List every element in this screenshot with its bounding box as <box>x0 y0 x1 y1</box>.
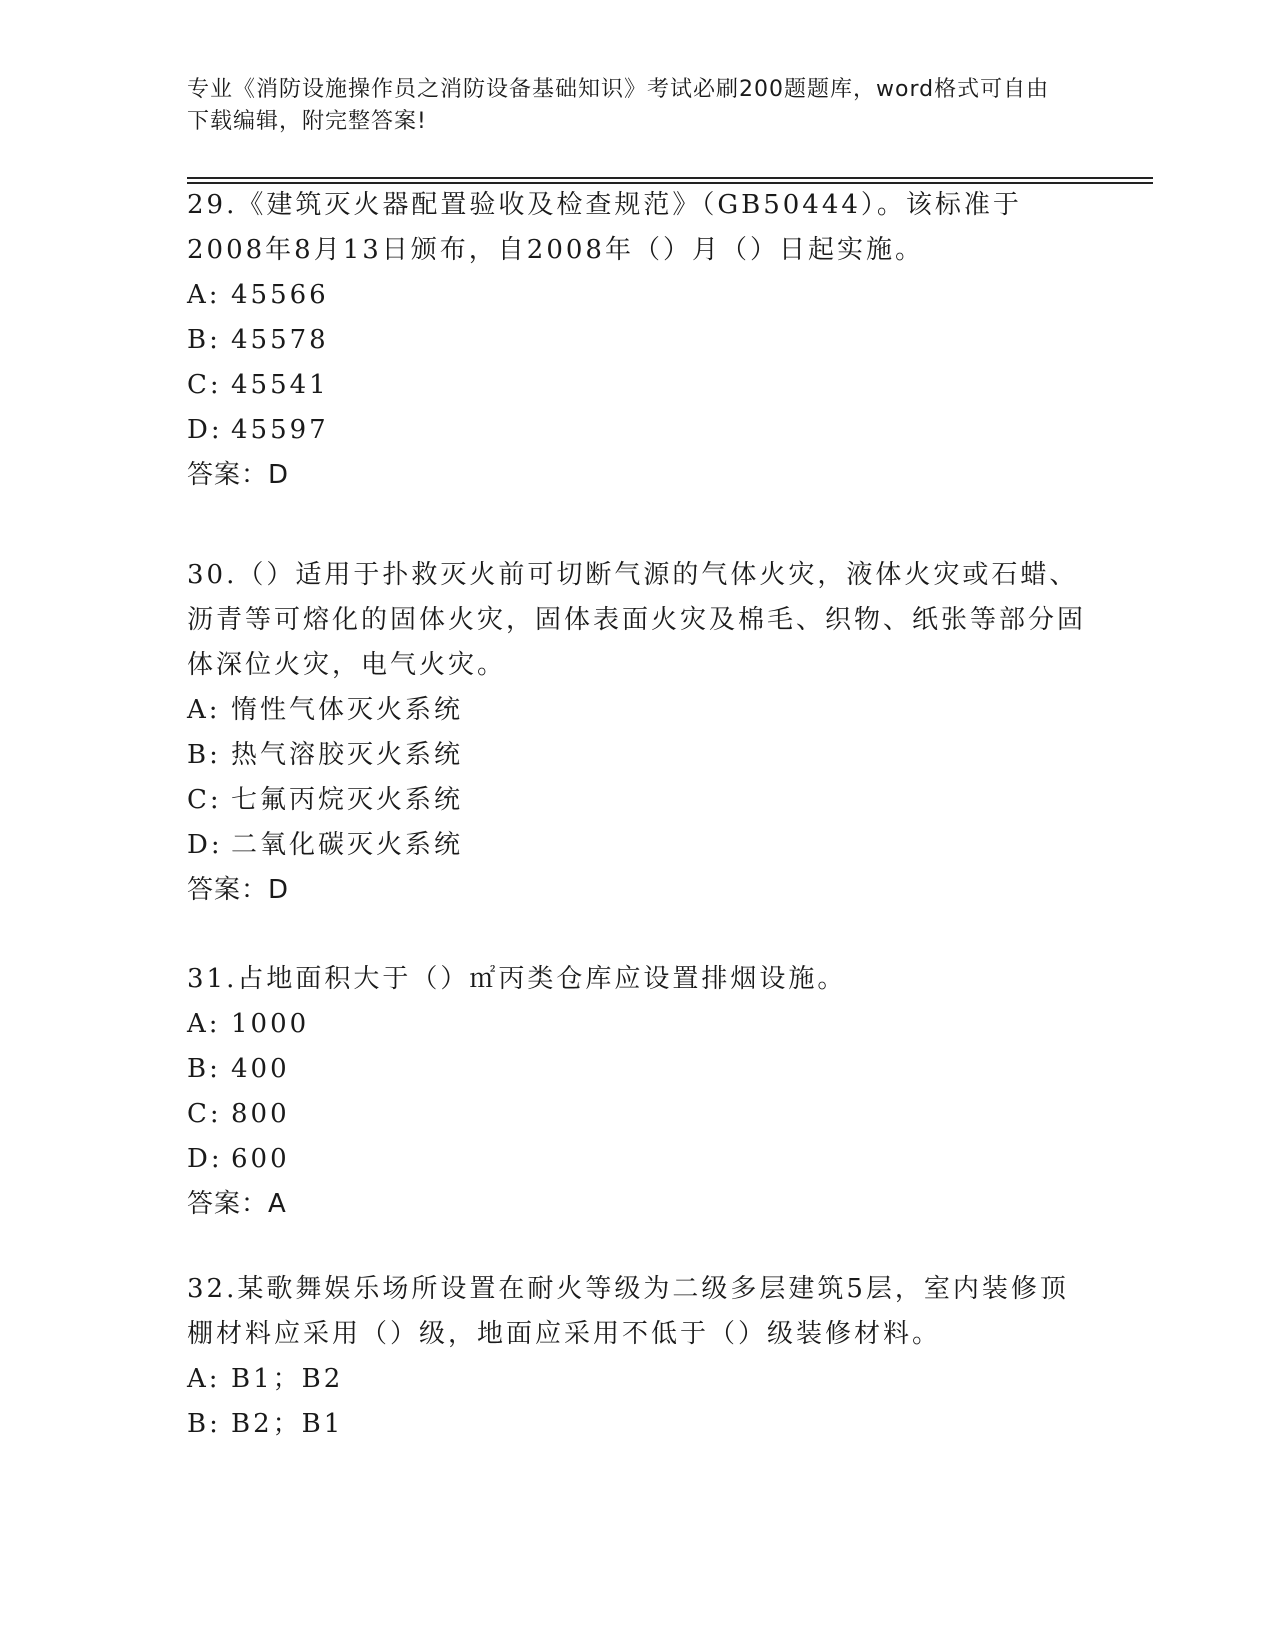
option-letter: A: <box>187 695 221 725</box>
question-31 <box>187 957 1087 1226</box>
option-a <box>187 688 1087 733</box>
option-text: 热气溶胶灭火系统 <box>231 740 464 770</box>
option-letter: C: <box>187 370 222 400</box>
option-b <box>187 733 1087 778</box>
question-29 <box>187 183 1087 497</box>
option-text: 惰性气体灭火系统 <box>231 695 464 725</box>
answer: 答案：D <box>187 460 290 490</box>
option-letter: B: <box>187 740 221 770</box>
question-30 <box>187 553 1087 912</box>
option-text: 1000 <box>231 1009 310 1039</box>
option-text: 45541 <box>231 370 329 400</box>
option-d <box>187 823 1087 868</box>
answer: 答案：D <box>187 875 290 905</box>
option-d <box>187 408 1087 453</box>
option-letter: D: <box>187 415 223 445</box>
option-text: 600 <box>231 1144 290 1174</box>
option-letter: C: <box>187 1099 222 1129</box>
option-a <box>187 1357 1087 1402</box>
option-text: 45566 <box>231 280 329 310</box>
option-d <box>187 1137 1087 1182</box>
option-letter: B: <box>187 1054 221 1084</box>
option-b <box>187 1047 1087 1092</box>
option-letter: A: <box>187 1009 221 1039</box>
document-header: 专业《消防设施操作员之消防设备基础知识》考试必刷200题题库，word格式可自由下载编辑，附完整答案! <box>187 77 1050 134</box>
option-letter: C: <box>187 785 222 815</box>
option-b <box>187 318 1087 363</box>
option-text: 二氧化碳灭火系统 <box>231 830 464 860</box>
question-text: 29.《建筑灭火器配置验收及检查规范》（GB50444）。该标准于2008年8月13日颁布，自2008年（）月（）日起实施。 <box>187 190 1022 265</box>
option-c <box>187 363 1087 408</box>
question-text: 31.占地面积大于（）㎡丙类仓库应设置排烟设施。 <box>187 964 847 994</box>
option-letter: D: <box>187 1144 223 1174</box>
option-text: 七氟丙烷灭火系统 <box>231 785 464 815</box>
option-text: B2；B1 <box>231 1409 344 1439</box>
question-text: 32.某歌舞娱乐场所设置在耐火等级为二级多层建筑5层，室内装修顶棚材料应采用（）级，地面应采用不低于（）级装修材料。 <box>187 1274 1069 1349</box>
option-text: 400 <box>231 1054 290 1084</box>
option-text: B1；B2 <box>231 1364 344 1394</box>
option-letter: A: <box>187 280 221 310</box>
option-letter: B: <box>187 1409 221 1439</box>
option-b <box>187 1402 1087 1447</box>
option-letter: B: <box>187 325 221 355</box>
option-c <box>187 1092 1087 1137</box>
option-letter: D: <box>187 830 223 860</box>
header-divider-top <box>187 177 1153 179</box>
option-a <box>187 273 1087 318</box>
option-text: 45597 <box>231 415 329 445</box>
option-text: 45578 <box>231 325 329 355</box>
option-c <box>187 778 1087 823</box>
question-32 <box>187 1267 1087 1447</box>
option-a <box>187 1002 1087 1047</box>
answer: 答案：A <box>187 1189 287 1219</box>
option-letter: A: <box>187 1364 221 1394</box>
question-text: 30.（）适用于扑救灭火前可切断气源的气体火灾，液体火灾或石蜡、沥青等可熔化的固体火灾，固体表面火灾及棉毛、织物、纸张等部分固体深位火灾，电气火灾。 <box>187 560 1087 680</box>
option-text: 800 <box>231 1099 290 1129</box>
